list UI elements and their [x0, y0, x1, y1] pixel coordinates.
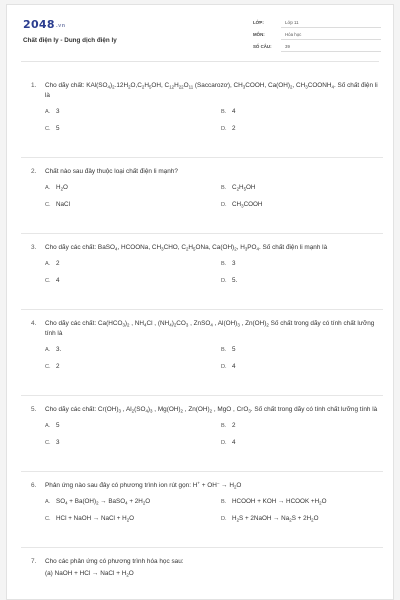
question-divider: [21, 233, 383, 234]
option-text: 4: [232, 363, 236, 370]
option-letter: B.: [221, 423, 227, 429]
meta-label: MÔN:: [253, 32, 265, 37]
answer-option[interactable]: [221, 260, 236, 267]
question-number: 6.: [31, 482, 37, 489]
option-text: 3.: [56, 346, 62, 353]
answer-option[interactable]: [221, 498, 326, 505]
question-body: Cho dãy các chất: $Ca(HCO_3)_2$ , $NH_4Cl$ , $(NH_4)_2CO_3$ , ZnSO$_4$ , $Al(OH)_3$ , $Zn(OH)_2$ Số chất trong dãy có tính chất lưỡng tính là: [45, 320, 375, 337]
option-letter: A.: [45, 109, 51, 115]
question-text: [31, 557, 383, 567]
question-divider: [21, 309, 383, 310]
answer-option[interactable]: [221, 201, 262, 208]
meta-row-class: [253, 19, 381, 31]
option-letter: C.: [45, 364, 51, 370]
answer-option[interactable]: [45, 260, 60, 267]
question-item: [21, 481, 383, 548]
option-text: HCOOH + KOH → HCOOK $+H_2O$: [232, 498, 327, 506]
answer-options: [45, 108, 383, 150]
option-text: $H_2O$: [56, 184, 68, 192]
answer-option[interactable]: [45, 363, 60, 370]
option-text: $H_2S$ + 2NaOH → $Na_2S + 2H_2O$: [232, 515, 319, 523]
question-item: [21, 405, 383, 472]
option-letter: A.: [45, 499, 51, 505]
meta-underline: [281, 39, 381, 40]
answer-option[interactable]: [221, 346, 236, 353]
answer-option[interactable]: [221, 422, 236, 429]
answer-option[interactable]: [221, 363, 236, 370]
site-logo[interactable]: [23, 18, 65, 31]
meta-row-count: [253, 43, 381, 55]
meta-underline: [281, 27, 381, 28]
answer-option[interactable]: [221, 108, 236, 115]
option-letter: A.: [45, 185, 51, 191]
meta-row-subject: [253, 31, 381, 43]
answer-options: [45, 422, 383, 464]
question-text: [31, 81, 383, 101]
option-text: NaCl: [56, 201, 70, 208]
question-divider: [21, 547, 383, 548]
option-text: 2: [56, 363, 60, 370]
question-text: [31, 243, 383, 253]
answer-option[interactable]: [45, 422, 60, 429]
answer-options: [45, 260, 383, 302]
question-body: Phản ứng nào sau đây có phương trình ion rút gọn: $H^+ + OH^- \to H_2O$: [45, 480, 242, 490]
meta-underline: [281, 51, 381, 52]
answer-option[interactable]: [45, 346, 61, 353]
subject-title: Chất điện ly - Dung dịch điện ly: [23, 37, 117, 44]
option-text: $CH_3COOH$: [232, 201, 263, 209]
question-body: Cho dãy các chất: BaSO$_4$, HCOONa, $CH_3CHO$, $C_2H_5ONa$, $Ca(OH)_2$, $H_3PO_4$. Số chất điện li mạnh là: [45, 244, 328, 252]
answer-options: [45, 184, 383, 226]
question-item: [21, 557, 383, 579]
answer-option[interactable]: [45, 515, 134, 522]
option-letter: A.: [45, 261, 51, 267]
answer-option[interactable]: [45, 108, 60, 115]
question-text: [31, 319, 383, 339]
meta-label: LỚP:: [253, 20, 264, 25]
question-text: [31, 481, 383, 491]
question-body: Cho dãy chất: $KAl(SO_4)_2.12H_2O,C_2H_5OH$, $C_{12}H_{22}O_{11}$ (Saccarozơ), $CH_3COOH$, $Ca(OH)_2$, $CH_3COONH_4$. Số chất điện li là: [45, 82, 378, 99]
option-letter: A.: [45, 423, 51, 429]
answer-option[interactable]: [45, 277, 60, 284]
option-letter: D.: [221, 364, 227, 370]
question-number: 3.: [31, 244, 37, 251]
option-letter: D.: [221, 440, 227, 446]
option-text: 2: [232, 125, 236, 132]
question-text: [31, 167, 383, 177]
option-text: 4: [56, 277, 60, 284]
answer-option[interactable]: [45, 184, 68, 191]
option-text: 3: [56, 108, 60, 115]
answer-option[interactable]: [221, 515, 318, 522]
answer-option[interactable]: [221, 439, 236, 446]
question-text: [31, 405, 383, 415]
option-text: $SO_4 + Ba(OH)_2$ → BaSO$_4$ + $2H_2O$: [56, 498, 151, 506]
option-letter: C.: [45, 516, 51, 522]
option-text: 4: [232, 439, 236, 446]
option-text: 2: [56, 260, 60, 267]
option-text: 2: [232, 422, 236, 429]
question-body: Cho các phản ứng có phương trình hóa học sau:: [45, 558, 184, 565]
answer-option[interactable]: [221, 184, 255, 191]
worksheet-header: [7, 5, 393, 59]
option-letter: A.: [45, 347, 51, 353]
option-text: 5: [232, 346, 236, 353]
option-text: 3: [56, 439, 60, 446]
question-body: Chất nào sau đây thuộc loại chất điện li mạnh?: [45, 168, 178, 175]
header-divider: [21, 61, 379, 62]
option-text: 5: [56, 422, 60, 429]
answer-option[interactable]: [45, 439, 60, 446]
option-letter: B.: [221, 185, 227, 191]
logo-text: 2048: [23, 18, 55, 31]
option-letter: C.: [45, 126, 51, 132]
question-number: 7.: [31, 558, 37, 565]
answer-option[interactable]: [221, 277, 237, 284]
option-letter: C.: [45, 440, 51, 446]
option-text: 3: [232, 260, 236, 267]
answer-options: [45, 498, 383, 540]
question-divider: [21, 395, 383, 396]
meta-value: Lớp 11: [285, 20, 299, 25]
option-letter: D.: [221, 202, 227, 208]
option-text: 5: [56, 125, 60, 132]
answer-option[interactable]: [45, 201, 70, 208]
option-letter: D.: [221, 126, 227, 132]
option-text: $C_2H_5OH$: [232, 184, 256, 192]
question-sub-item: (a) NaOH + HCl → NaCl + $H_2O$: [45, 570, 134, 578]
question-item: [21, 243, 383, 310]
option-letter: C.: [45, 278, 51, 284]
option-letter: D.: [221, 278, 227, 284]
meta-value: Hóa học: [285, 32, 302, 37]
question-number: 5.: [31, 406, 37, 413]
answer-options: [45, 346, 383, 388]
answer-option[interactable]: [45, 498, 150, 505]
option-letter: C.: [45, 202, 51, 208]
option-letter: B.: [221, 347, 227, 353]
question-number: 4.: [31, 320, 37, 327]
question-number: 2.: [31, 168, 37, 175]
question-item: [21, 167, 383, 234]
question-list: [21, 81, 383, 579]
question-divider: [21, 471, 383, 472]
option-letter: B.: [221, 109, 227, 115]
question-body: Cho dãy các chất: $Cr(OH)_3$ , $Al_2(SO_4)_3$ , $Mg(OH)_2$ , $Zn(OH)_2$ , MgO , CrO$_3$. Số chất trong dãy có tính chất lưỡng tính là: [45, 406, 378, 414]
question-item: [21, 81, 383, 158]
question-divider: [21, 157, 383, 158]
question-number: 1.: [31, 82, 37, 89]
worksheet-meta: [253, 19, 381, 55]
meta-value: 39: [285, 44, 290, 49]
answer-option[interactable]: [221, 125, 236, 132]
meta-label: SỐ CÂU:: [253, 44, 272, 49]
option-text: 4: [232, 108, 236, 115]
answer-option[interactable]: [45, 125, 60, 132]
option-letter: B.: [221, 499, 227, 505]
question-item: [21, 319, 383, 396]
option-letter: D.: [221, 516, 227, 522]
option-letter: B.: [221, 261, 227, 267]
worksheet-page: [6, 4, 394, 600]
logo-suffix: .vn: [55, 23, 66, 29]
option-text: 5.: [232, 277, 238, 284]
option-text: HCl + NaOH → NaCl + $H_2O$: [56, 515, 135, 523]
